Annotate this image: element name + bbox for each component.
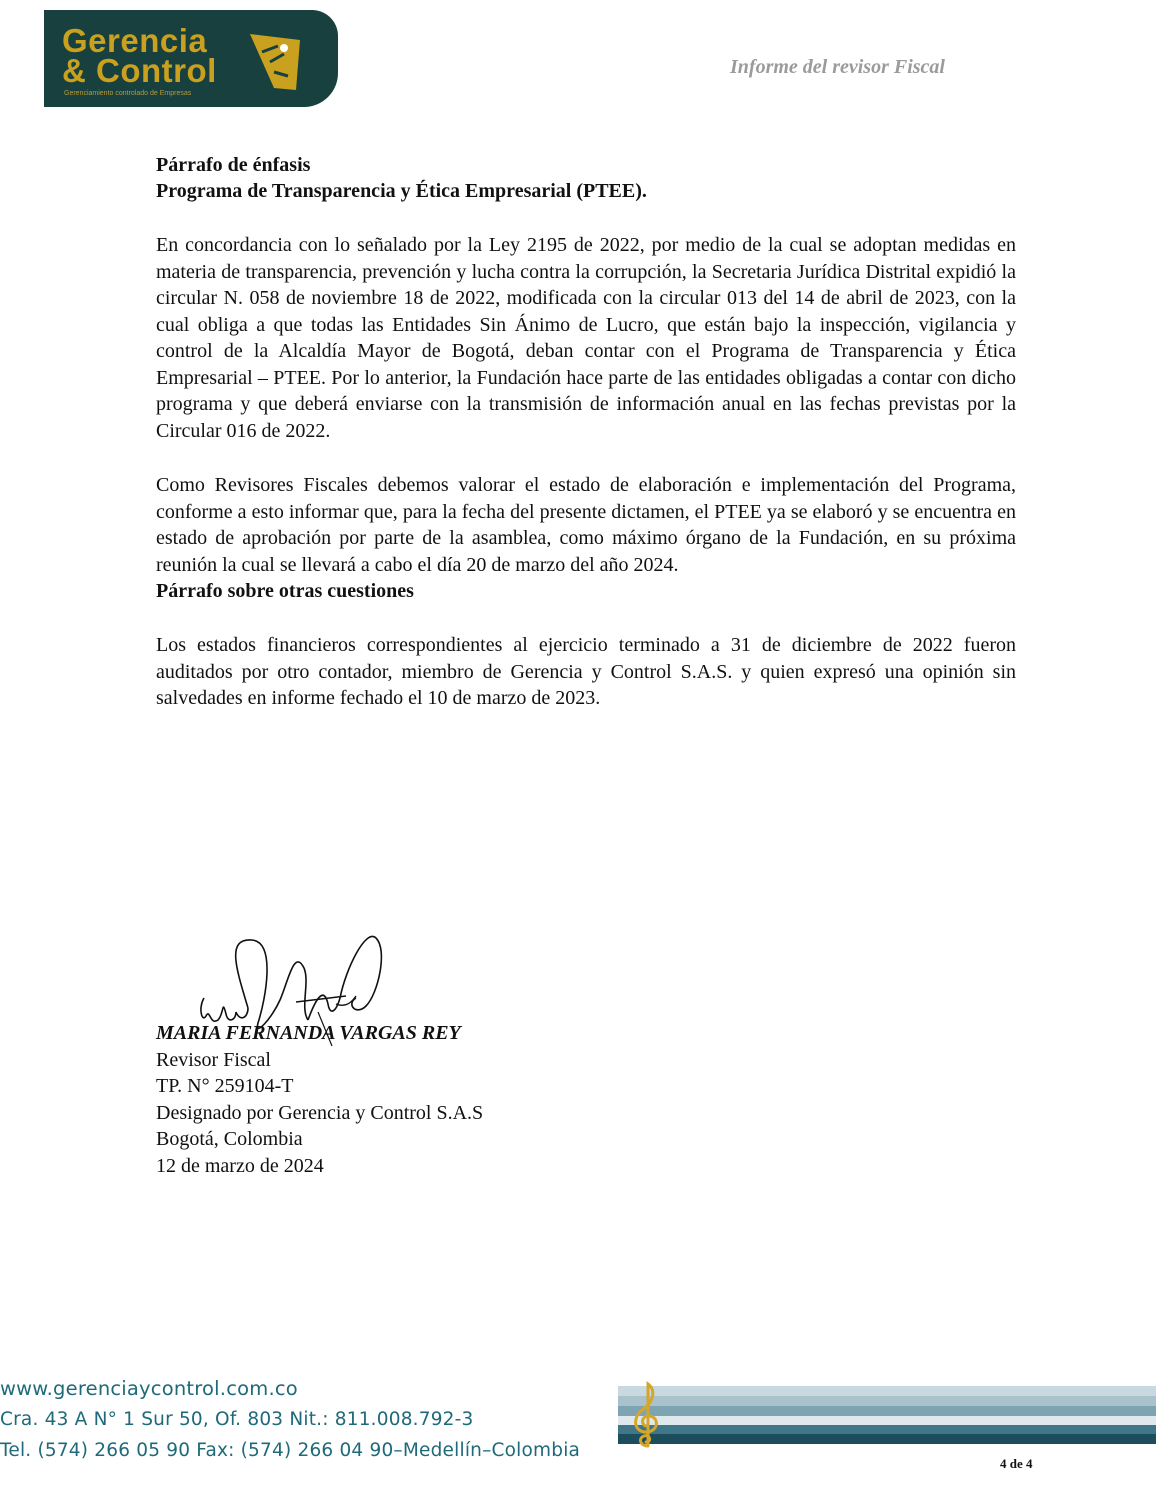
other-matters-heading: Párrafo sobre otras cuestiones (156, 580, 414, 602)
emphasis-paragraph-2: Como Revisores Fiscales debemos valorar el estado de elaboración e implementación del Programa, conforme a esto informar que, para la fecha del presente dictamen, el PTEE ya se elaboró y se encuentra en estado de aprobación por parte de la asamblea, como máximo órgano de la Fundación, en su próxima reunión la cual se llevará a cabo el día 20 de marzo del año 2024. (156, 474, 1016, 576)
footer-decorative-band (618, 1386, 1156, 1444)
signer-city: Bogotá, Colombia (156, 1128, 303, 1150)
footer-address: Cra. 43 A N° 1 Sur 50, Of. 803 Nit.: 811.008.792-3 (0, 1409, 474, 1430)
signer-role: Revisor Fiscal (156, 1048, 271, 1071)
footer-phones: Tel. (574) 266 05 90 Fax: (574) 266 04 90–Medellín–Colombia (0, 1440, 581, 1461)
footer-website-link[interactable]: www.gerenciaycontrol.com.co (0, 1377, 298, 1400)
signer-name: MARIA FERNANDA VARGAS REY (156, 1022, 461, 1044)
logo-text-line2: & Control (62, 52, 217, 89)
emphasis-paragraph-1: En concordancia con lo señalado por la Ley 2195 de 2022, por medio de la cual se adoptan medidas en materia de transparencia, prevención y lucha contra la corrupción, la Secretaria Jurídica Distrital expidió la circular N. 058 de noviembre 18 de 2022, modificada con la circular 013 del 14 de abril de 2023, con la cual obliga a que todas las Entidades Sin Ánimo de Lucro, que están bajo la inspección, vigilancia y control de la Alcaldía Mayor de Bogotá, deban contar con el Programa de Transparencia y Ética Empresarial – PTEE. Por lo anterior, la Fundación hace parte de las entidades obligadas a contar con dicho programa y que deberá enviarse con la transmisión de información anual en las fechas previstas por la Circular 016 de 2022. (156, 234, 1016, 442)
page-number: 4 de 4 (1000, 1456, 1033, 1471)
ptee-heading: Programa de Transparencia y Ética Empresarial (PTEE). (156, 180, 647, 202)
signer-designation: Designado por Gerencia y Control S.A.S (156, 1101, 484, 1124)
signature-date: 12 de marzo de 2024 (156, 1154, 324, 1177)
report-title: Informe del revisor Fiscal (730, 56, 945, 78)
logo-emblem-icon (244, 32, 304, 92)
signature-block (156, 1020, 483, 1179)
emphasis-heading: Párrafo de énfasis (156, 154, 311, 176)
logo-text-line1: Gerencia (62, 22, 208, 59)
signer-professional-card: TP. N° 259104-T (156, 1075, 294, 1097)
logo-tagline: Gerenciamiento controlado de Empresas (64, 90, 192, 97)
company-logo (44, 10, 338, 107)
footer-contact (0, 1373, 580, 1466)
other-matters-paragraph: Los estados financieros correspondientes al ejercicio terminado a 31 de diciembre de 2022 fueron auditados por otro contador, miembro de Gerencia y Control S.A.S. y quien expresó una opinión sin salvedades en informe fechado el 10 de marzo de 2023. (156, 634, 1016, 709)
treble-clef-icon (630, 1380, 664, 1450)
document-body (156, 152, 1016, 712)
